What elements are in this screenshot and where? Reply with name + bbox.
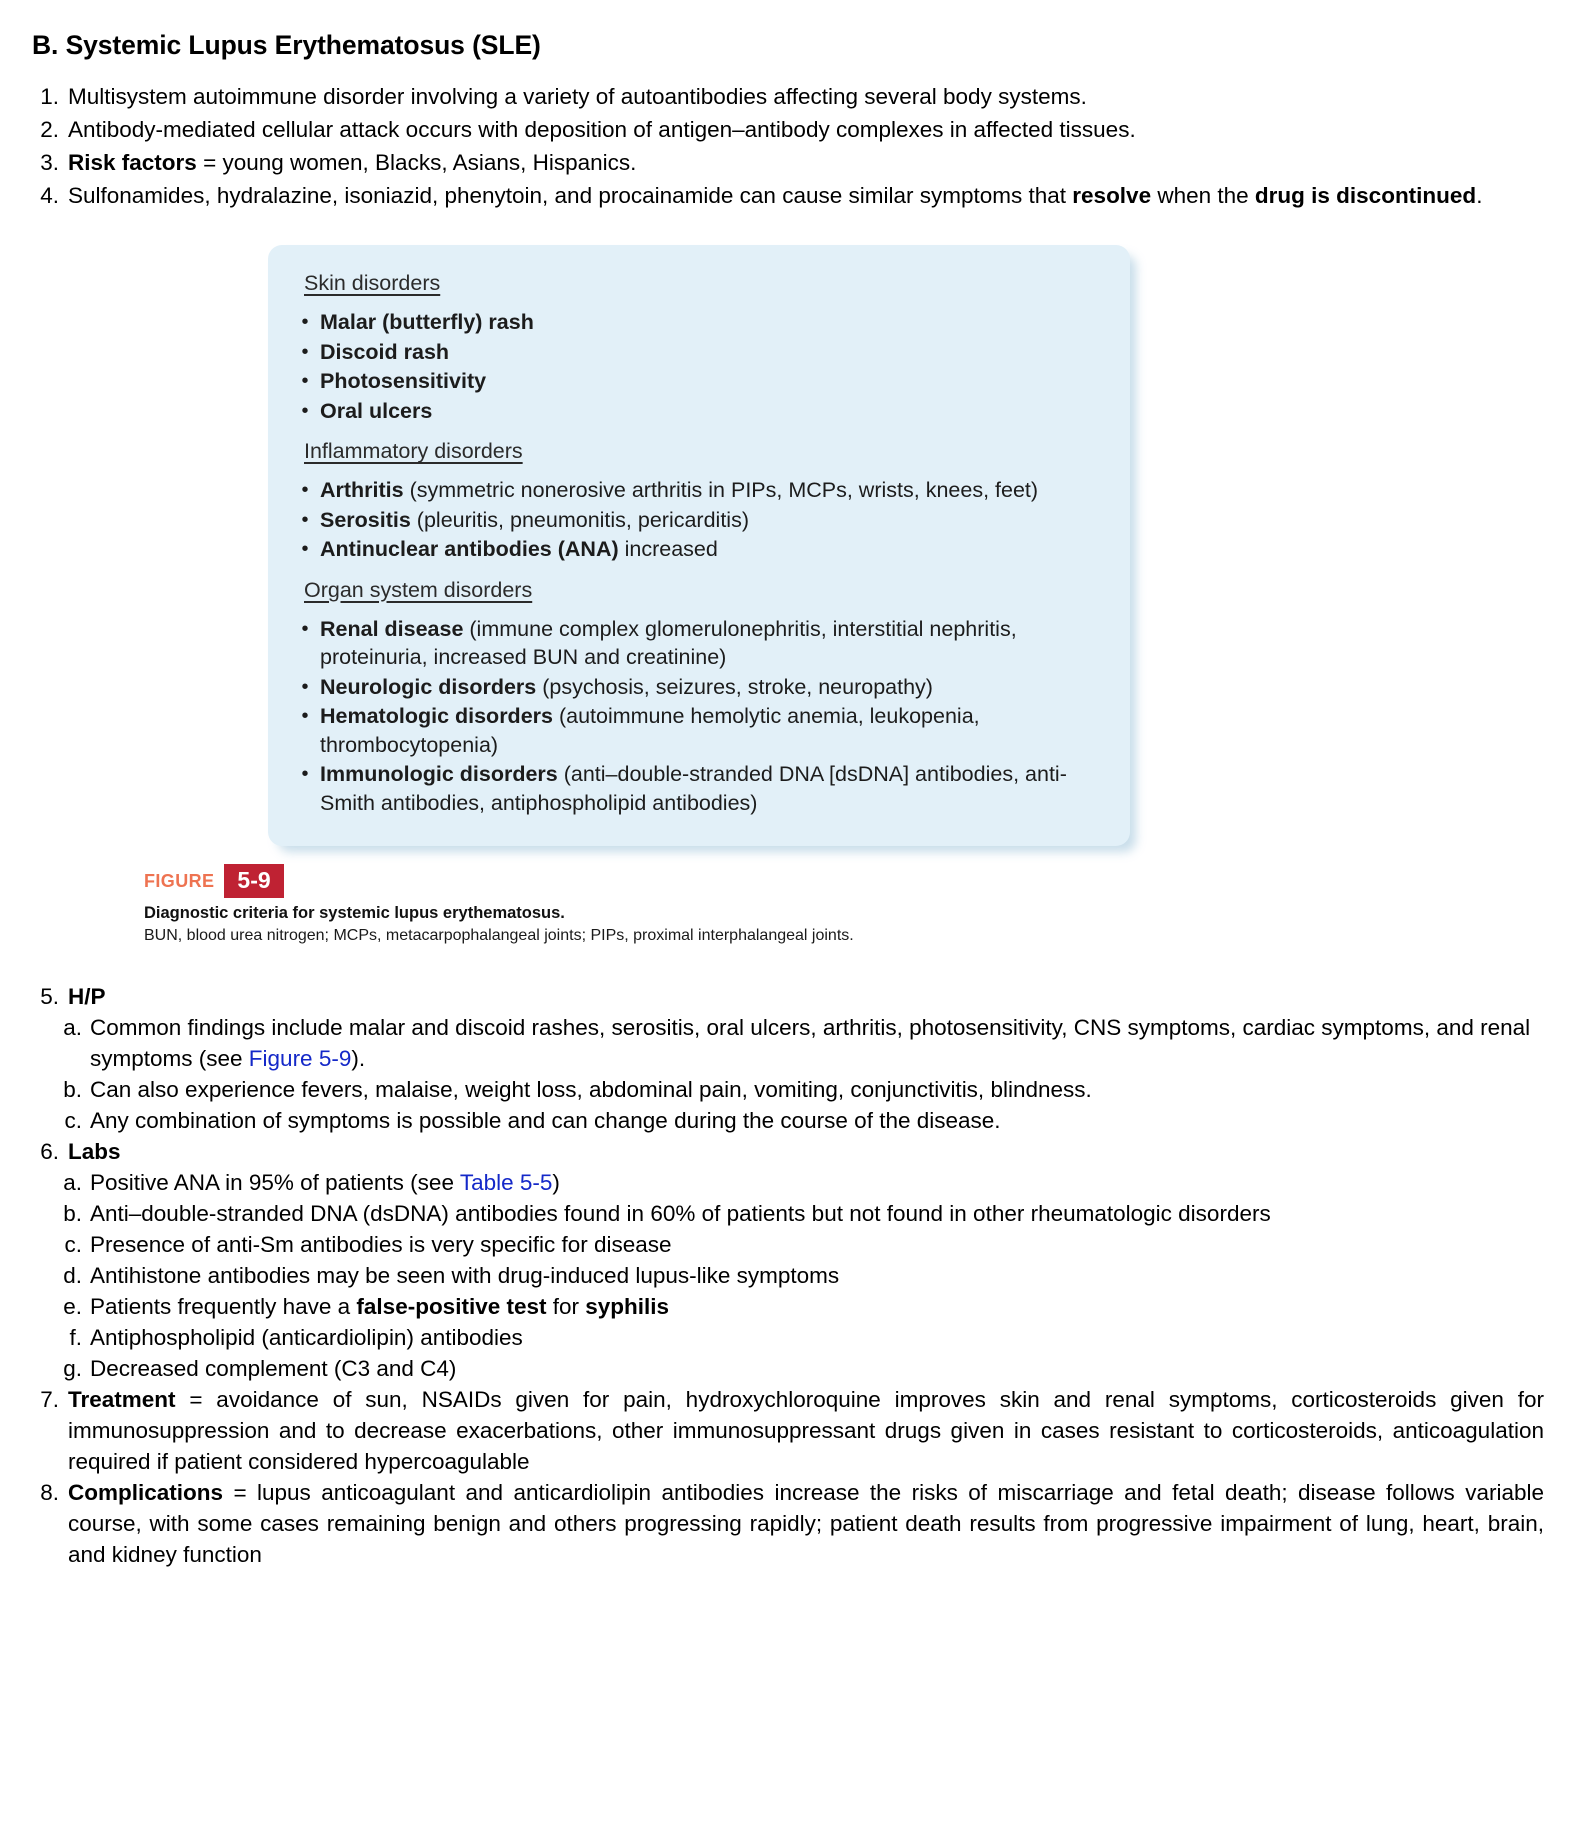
bullet-icon: • [301, 617, 309, 640]
bullet-icon: • [301, 340, 309, 363]
bullet-icon: • [301, 479, 309, 501]
list-item [290, 338, 1100, 367]
list-item [56, 1105, 1544, 1136]
figure-caption-title: Diagnostic criteria for systemic lupus erythematosus. [144, 904, 565, 922]
list-item [290, 760, 1100, 817]
list-item-text [68, 180, 1544, 211]
term-detail: increased [618, 537, 718, 561]
list-item [56, 1012, 1544, 1074]
labs-title-text: Labs [68, 1139, 121, 1164]
figure-label-row [144, 864, 1544, 898]
lower-outline [30, 981, 1544, 1570]
figure-5-9 [30, 245, 1544, 945]
term-bold: Immunologic disorders [320, 762, 558, 786]
list-item-number: 2. [40, 117, 59, 142]
list-item-number: 6. [40, 1139, 59, 1164]
figure-group-organ-system [290, 578, 1100, 818]
figure-5-9-crossref[interactable]: Figure 5-9 [248, 1046, 352, 1071]
list-item-text: Anti–double-stranded DNA (dsDNA) antibodies found in 60% of patients but not found in other rheumatologic disorders [90, 1201, 1271, 1226]
term-bold: Malar (butterfly) rash [320, 310, 534, 334]
false-positive-emphasis: false-positive test [356, 1294, 547, 1319]
list-item-text: Can also experience fevers, malaise, weight loss, abdominal pain, vomiting, conjunctivitis, blindness. [90, 1077, 1092, 1102]
list-item [56, 1291, 1544, 1322]
list-item [290, 367, 1100, 396]
figure-label-word: FIGURE [144, 870, 215, 891]
term-bold: Neurologic disorders [320, 674, 537, 699]
term-detail: (psychosis, seizures, stroke, neuropathy) [536, 674, 933, 699]
bullet-icon: • [301, 399, 309, 422]
list-item [290, 673, 1100, 702]
resolve-emphasis: resolve [1072, 183, 1152, 208]
term-detail: (anti–double-stranded DNA [dsDNA] antibodies, anti-Smith antibodies, antiphospholipid antibodies) [320, 762, 1067, 815]
figure-group-skin [290, 271, 1100, 425]
treatment-label: Treatment [68, 1387, 176, 1412]
bullet-icon: • [301, 763, 309, 785]
list-item-text: Decreased complement (C3 and C4) [90, 1356, 457, 1381]
table-5-5-crossref[interactable]: Table 5-5 [459, 1170, 553, 1195]
labs-e-text-mid: for [546, 1294, 586, 1319]
complications-label: Complications [68, 1480, 224, 1505]
drug-list-text-2: when the [1151, 183, 1255, 208]
term-detail: (autoimmune hemolytic anemia, leukopenia, thrombocytopenia) [320, 704, 980, 757]
list-item-text [90, 1167, 1544, 1198]
list-item-text: Antiphospholipid (anticardiolipin) antibodies [90, 1325, 523, 1350]
labs-e-text: Patients frequently have a [90, 1294, 357, 1319]
list-item-text [320, 615, 1100, 672]
figure-bullet-list [290, 476, 1100, 564]
list-item-number: b. [63, 1077, 82, 1102]
figure-box-wrapper [268, 245, 1130, 846]
hp-a-text-post: ). [351, 1046, 366, 1071]
bullet-icon: • [301, 675, 309, 698]
list-item-text: Multisystem autoimmune disorder involving a variety of autoantibodies affecting several body systems. [68, 84, 1087, 109]
list-item [30, 81, 1544, 112]
list-item-text [320, 476, 1100, 505]
list-item [30, 1136, 1544, 1167]
list-item-text [90, 1012, 1544, 1074]
list-item-text [90, 1291, 1544, 1322]
term-bold: Arthritis [320, 478, 404, 502]
list-item-text [68, 1384, 1544, 1477]
list-item-number: d. [63, 1263, 82, 1288]
list-item [30, 1384, 1544, 1477]
figure-caption [144, 864, 1544, 945]
list-item-text [320, 367, 1100, 396]
list-item-number: c. [64, 1108, 82, 1133]
term-detail: (symmetric nonerosive arthritis in PIPs, MCPs, wrists, knees, feet) [403, 478, 1039, 502]
list-item-text [320, 506, 1100, 535]
list-item-number: c. [64, 1232, 82, 1257]
list-item [56, 1198, 1544, 1229]
list-item-text: Antibody-mediated cellular attack occurs with deposition of antigen–antibody complexes in affected tissues. [68, 117, 1136, 142]
term-bold: Oral ulcers [320, 398, 433, 423]
list-item [56, 1353, 1544, 1384]
list-item-number: b. [63, 1201, 82, 1226]
list-item-text [320, 760, 1100, 817]
figure-caption-abbreviations: BUN, blood urea nitrogen; MCPs, metacarpophalangeal joints; PIPs, proximal interphalangeal joints. [144, 927, 854, 944]
list-item [30, 981, 1544, 1012]
list-item-text [68, 1477, 1544, 1570]
labs-sublist [30, 1167, 1544, 1384]
list-item [30, 1477, 1544, 1570]
list-item [56, 1074, 1544, 1105]
figure-bullet-list [290, 308, 1100, 425]
drug-discontinued-emphasis: drug is discontinued [1254, 183, 1477, 208]
term-bold: Serositis [320, 507, 411, 532]
list-item-number: e. [63, 1294, 82, 1319]
page-title: B. Systemic Lupus Erythematosus (SLE) [32, 30, 541, 60]
list-item [56, 1322, 1544, 1353]
list-item-text: Presence of anti-Sm antibodies is very specific for disease [90, 1232, 672, 1257]
figure-group-heading: Inflammatory disorders [304, 439, 523, 463]
figure-number-badge: 5-9 [224, 864, 283, 898]
list-item-number: 1. [40, 84, 59, 109]
labs-title [68, 1136, 1544, 1167]
term-detail: (pleuritis, pneumonitis, pericarditis) [410, 507, 749, 532]
list-item [290, 702, 1100, 759]
list-item-number: a. [63, 1170, 82, 1195]
list-item-text [320, 535, 1100, 564]
term-bold: Hematologic disorders [320, 704, 553, 728]
list-item-number: a. [63, 1015, 82, 1040]
list-item-text [68, 147, 1544, 178]
list-item-number: 4. [40, 183, 59, 208]
figure-group-heading: Skin disorders [304, 271, 441, 295]
bullet-icon: • [301, 508, 309, 531]
hp-title-text: H/P [68, 984, 106, 1009]
treatment-text: = avoidance of sun, NSAIDs given for pain, hydroxychloroquine improves skin and renal symptoms, corticosteroids given for immunosuppression and to decrease exacerbations, other immunosuppressant drugs given in cases resistant to corticosteroids, anticoagulation required if patient considered hypercoagulable [68, 1387, 1544, 1474]
list-item-number: 5. [40, 984, 59, 1009]
list-item-text [320, 308, 1100, 337]
list-item [56, 1167, 1544, 1198]
labs-a-text: Positive ANA in 95% of patients (see [90, 1170, 460, 1195]
list-item-text: Any combination of symptoms is possible and can change during the course of the disease. [90, 1108, 1001, 1133]
list-item-number: 3. [40, 150, 59, 175]
list-item-text [320, 702, 1100, 759]
bullet-icon: • [301, 311, 309, 333]
term-detail: (immune complex glomerulonephritis, interstitial nephritis, proteinuria, increased BUN and creatinine) [320, 616, 1017, 669]
list-item [290, 397, 1100, 426]
list-item-text [320, 397, 1100, 426]
list-item [30, 180, 1544, 211]
list-item-text [320, 673, 1100, 702]
figure-content-box [268, 245, 1130, 846]
list-item-text: Antihistone antibodies may be seen with drug-induced lupus-like symptoms [90, 1263, 840, 1288]
drug-list-text-3: . [1476, 183, 1483, 208]
hp-a-text: Common findings include malar and discoid rashes, serositis, oral ulcers, arthritis, photosensitivity, CNS symptoms, cardiac symptoms, and renal symptoms (see [90, 1015, 1531, 1071]
list-item [290, 308, 1100, 337]
bullet-icon: • [301, 705, 309, 727]
list-item [290, 535, 1100, 564]
bullet-icon: • [301, 538, 309, 560]
list-item [290, 506, 1100, 535]
list-item-number: g. [63, 1356, 82, 1381]
hp-title [68, 981, 1544, 1012]
term-bold: Renal disease [320, 616, 464, 641]
hp-sublist [30, 1012, 1544, 1136]
list-item [56, 1260, 1544, 1291]
term-bold: Photosensitivity [320, 369, 487, 393]
list-item [290, 476, 1100, 505]
list-item [290, 615, 1100, 672]
complications-text: = lupus anticoagulant and anticardiolipin antibodies increase the risks of miscarriage and fetal death; disease follows variable course, with some cases remaining benign and others progressing rapidly; patient death results from progressive impairment of lung, heart, brain, and kidney function [68, 1480, 1544, 1567]
risk-factors-text: = young women, Blacks, Asians, Hispanics. [196, 150, 637, 175]
figure-bullet-list [290, 615, 1100, 818]
drug-list-text: Sulfonamides, hydralazine, isoniazid, phenytoin, and procainamide can cause similar symptoms that [68, 183, 1073, 208]
labs-a-text-post: ) [552, 1170, 560, 1195]
term-bold: Discoid rash [320, 339, 450, 364]
list-item-number: f. [69, 1325, 82, 1350]
figure-group-heading: Organ system disorders [304, 577, 533, 602]
figure-group-inflammatory [290, 439, 1100, 564]
list-item-number: 8. [40, 1480, 59, 1505]
intro-list [30, 81, 1544, 211]
bullet-icon: • [301, 370, 309, 392]
term-bold: Antinuclear antibodies (ANA) [320, 537, 619, 561]
risk-factors-label: Risk factors [68, 150, 197, 175]
syphilis-emphasis: syphilis [585, 1294, 670, 1319]
list-item [30, 114, 1544, 145]
list-item-text [320, 338, 1100, 367]
list-item-number: 7. [40, 1387, 59, 1412]
list-item [30, 147, 1544, 178]
list-item [56, 1229, 1544, 1260]
